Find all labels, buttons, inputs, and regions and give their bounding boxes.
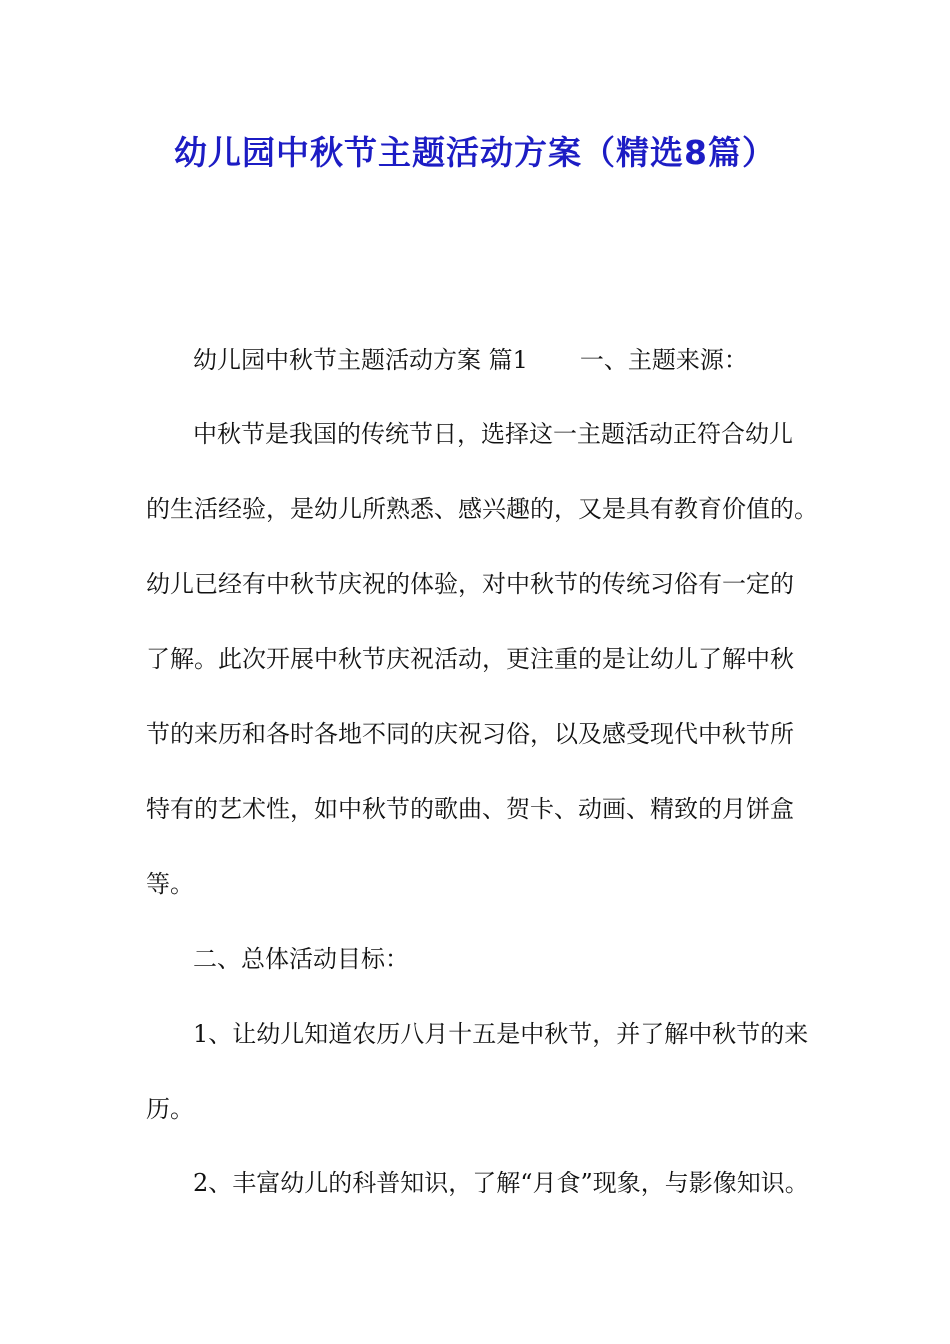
section-title: 幼儿园中秋节主题活动方案 篇1 (193, 346, 528, 374)
paragraph-line: 特有的艺术性，如中秋节的歌曲、贺卡、动画、精致的月饼盒 (146, 795, 794, 823)
subsection-heading: 一、主题来源： (579, 346, 748, 374)
paragraph-line: 中秋节是我国的传统节日，选择这一主题活动正符合幼儿 (193, 420, 793, 448)
document-title: 幼儿园中秋节主题活动方案（精选8篇） (174, 133, 776, 172)
section-heading-line (193, 340, 748, 380)
paragraph-line: 幼儿已经有中秋节庆祝的体验，对中秋节的传统习俗有一定的 (146, 570, 794, 598)
list-item-line: 1、让幼儿知道农历八月十五是中秋节，并了解中秋节的来 (193, 1020, 809, 1048)
paragraph-line: 节的来历和各时各地不同的庆祝习俗，以及感受现代中秋节所 (146, 720, 794, 748)
paragraph-line: 等。 (146, 870, 194, 898)
list-item-line: 2、丰富幼儿的科普知识，了解“月食”现象，与影像知识。 (193, 1169, 809, 1197)
list-item-line: 历。 (146, 1095, 194, 1123)
paragraph-line: 的生活经验，是幼儿所熟悉、感兴趣的，又是具有教育价值的。 (146, 495, 818, 523)
paragraph-line: 了解。此次开展中秋节庆祝活动，更注重的是让幼儿了解中秋 (146, 645, 794, 673)
subsection-heading: 二、总体活动目标： (193, 945, 409, 973)
